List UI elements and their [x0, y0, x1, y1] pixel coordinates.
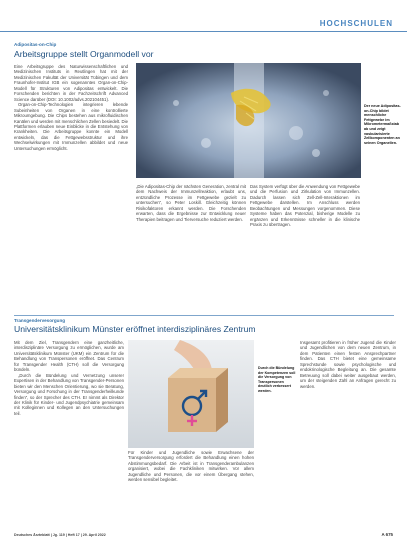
article1-title: Arbeitsgruppe stellt Organmodell vor [14, 49, 154, 59]
section-header: HOCHSCHULEN [319, 19, 393, 28]
article1-col1-para2: Organ-on-Chip-Technologien integrieren lebende Subeinheiten von Organen in eine kontrollierte Mikroumgebung. Die Chips bestehen aus mikrofluidischen Kanälen und werden mit menschlichen Zellen besiedelt. Die Plattformen erlauben neue Einblicke in die Entstehung von Krankheiten. Die Arbeitsgruppe konnte ein Modell entwickeln, das die Fettgewebsstruktur und ihre Wechselwirkungen mit Immunzellen abbildet und neue Untersuchungen ermöglicht. [14, 102, 128, 151]
article2-title: Universitätsklinikum Münster eröffnet interdisziplinäres Zentrum [14, 324, 256, 334]
article1-column-3: Das System verfügt über die Anwendung von Fettgewebe und die Perfusion und Zirkulation von Immunzellen. Dadurch lassen sich Zell-Zell-Interaktionen im Fettgewebe darstellen. Im Anschluss werden Beobachtungen und Messungen vorgenommen. Diese Systeme haben das Potenzial, bisherige Modelle zu ergänzen und Erkenntnisse schneller in die klinische Praxis zu übertragen. [250, 184, 360, 228]
article2-column-2: Für Kinder und Jugendliche sowie Erwachsene der Transgenderversorgung erfordert die Behandlung einen hohen Abstimmungsbedarf. Die Arbeit ist in Transgenderambulanzen organisiert, wobei die Fachkliniken mitwirken. Vor allem Jugendliche und Personen, die vor einem Übergang stehen, werden sensibel begleitet. [128, 450, 254, 483]
article1-column-2: „Die Adipositas-Chip der nächsten Generation, zentral mit dem Nachweis der Immunzellreaktion, erlaubt uns, entzündliche Prozesse im Fettgewebe gezielt zu untersuchen“, so Peter Loskill. Gleichzeitig können Risikofaktoren erkannt werden. Die Forschenden erwarten, dass die Ergebnisse zur Entwicklung neuer Therapien beitragen und Tierversuche reduziert werden. [136, 184, 246, 222]
article-divider [14, 315, 394, 316]
article1-col1-para1: Eine Arbeitsgruppe des Naturwissenschaftlichen und Medizinischen Instituts in Reutlingen hat mit der Medizinischen Fakultät der Universität Tübingen und dem Fraunhofer-Institut IGB ein sogenanntes Organ-on-Chip-Modell für Strukturen von Adipositas entwickelt. Die Forschenden berichten in der Fachzeitschrift Advanced Science darüber (DOI: 10.1002/advs.202104451). [14, 64, 128, 102]
transgender-cube-photo [128, 340, 254, 448]
article1-column-1 [14, 64, 128, 304]
article2-column-3: Insgesamt profitieren in früher Jugend die Kinder und Jugendlichen von dem neuen Zentrum, in dem Patienten einen festen Ansprechpartner finden. Das CTH bietet eine gemeinsame Sprechstunde sowie psychologische und endokrinologische Begleitung an. Die gesamte Betreuung soll dabei weiter ausgebaut werden, um der steigenden Zahl an Anfragen gerecht zu werden. [300, 340, 396, 389]
article1-image-caption: Der neue Adipositas-on-Chip bildet menschliche Fettgewebe im Mikrometermaßstab ab und zeigt vaskularisierte Zellkomponenten an seinen Organellen. [364, 104, 401, 145]
article2-col1-para1: Mit dem Ziel, Transgendern eine ganzheitliche, interdisziplinäre Versorgung zu ermöglichen, wurde am Universitätsklinikum Münster (UKM) ein Zentrum für die Behandlung von Transpersonen eröffnet. Das Centrum für Transgender Health (CTH) soll die Versorgung bündeln. [14, 340, 124, 373]
article2-col1-para2: „Durch die Bündelung und Vernetzung unserer Expertisen in der Behandlung von Transgender-Personen bieten wir den Menschen Orientierung, wo sie Beratung, Versorgung und Forschung in der Transgenderheilkunde finden“, so der Sprecher des CTH. Er nimmt als Direktor der Klinik für Kinder- und Jugendpsychiatrie gemeinsam mit Kolleginnen und Kollegen an den Untersuchungen teil. [14, 372, 124, 416]
page-number: A 675 [381, 532, 393, 537]
organ-chip-photo [136, 63, 361, 178]
article2-column-1 [14, 340, 124, 528]
article1-kicker: Adipositas-on-Chip [14, 42, 57, 47]
article2-kicker: Transgendervesorgung [14, 318, 66, 323]
header-rule [0, 31, 407, 32]
footer-citation: Deutsches Ärzteblatt | Jg. 119 | Heft 17 | 29. April 2022 [14, 533, 106, 537]
organ-chip-illustration [136, 63, 361, 178]
transgender-cube-illustration [128, 340, 254, 448]
article2-image-caption: Durch die Bündelung der Kompetenzen soll die Versorgung von Transpersonen deutlich verbessert werden. [258, 366, 296, 393]
